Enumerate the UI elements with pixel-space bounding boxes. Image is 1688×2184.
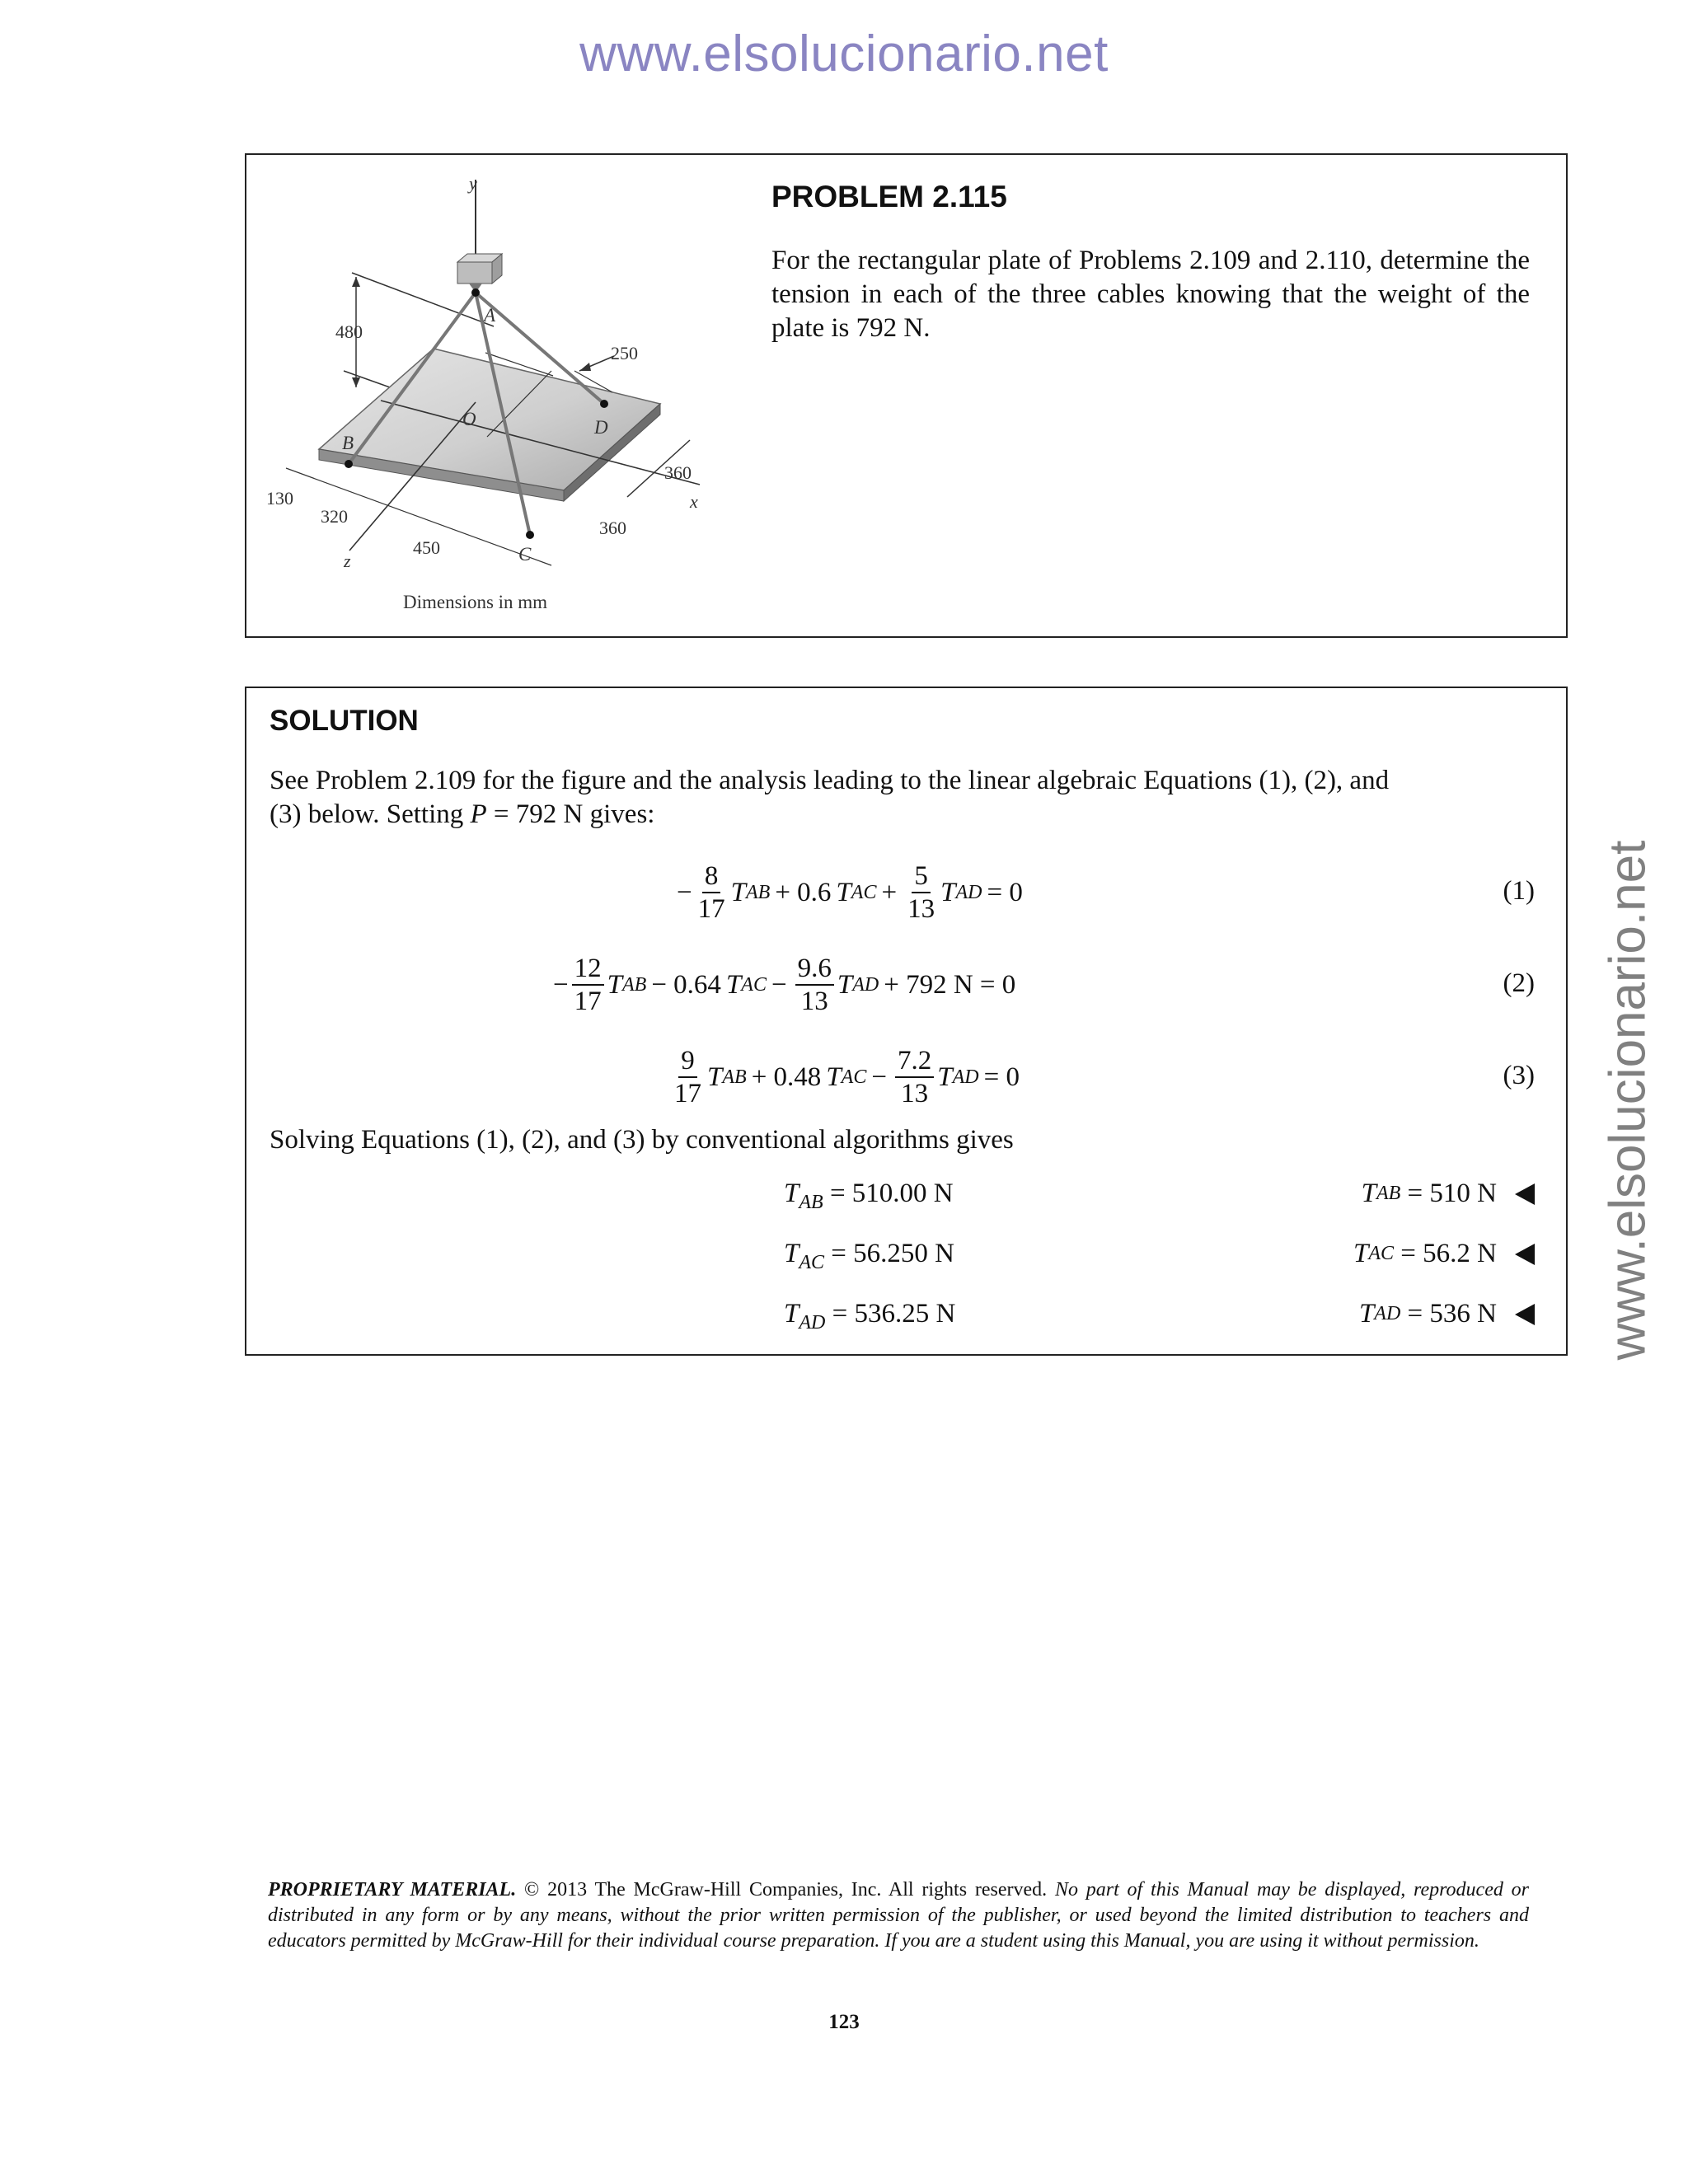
y-axis-label: y <box>469 173 477 194</box>
z-axis-label: z <box>344 551 351 571</box>
copyright-footer: PROPRIETARY MATERIAL. © 2013 The McGraw-Hill Companies, Inc. All rights reserved. No part of this Manual may be displayed, reproduced or distributed in any form or by any means, without the prior written permission of the publisher, or used beyond the limited distribution to teachers and educators permitted by McGraw-Hill for their individual course preparation. If you are a student using this Manual, you are using it without permission. <box>268 1879 1529 1952</box>
solution-title: SOLUTION <box>270 705 419 737</box>
point-a-dot <box>471 288 480 297</box>
point-b-dot <box>345 460 353 468</box>
plate-figure <box>246 155 741 633</box>
page-number: 123 <box>828 2011 860 2033</box>
result-row: $T_{AD} = 536.25$ N T AD = 536 N <box>246 1299 1569 1340</box>
solving-text: Solving Equations (1), (2), and (3) by conventional algorithms gives <box>270 1125 1014 1155</box>
figure-caption: Dimensions in mm <box>403 592 548 612</box>
dim-250: 250 <box>611 343 638 363</box>
support-block <box>457 262 492 284</box>
watermark-side: www.elsolucionario.net <box>1599 840 1657 1361</box>
problem-title: PROBLEM 2.115 <box>771 180 1007 213</box>
equation-2-label: (2) <box>1503 968 1535 998</box>
dim-130: 130 <box>266 488 293 509</box>
answer-arrow-icon <box>1515 1183 1535 1205</box>
dim-360-right: 360 <box>664 462 692 483</box>
dim-320: 320 <box>321 506 348 527</box>
watermark-top: www.elsolucionario.net <box>579 26 1109 82</box>
point-d-dot <box>600 400 608 408</box>
problem-statement: For the rectangular plate of Problems 2.109 and 2.110, determine the tension in each of the three cables knowing that the weight of the plate is 792 N. <box>771 246 1530 343</box>
dim-360-lower: 360 <box>599 518 626 538</box>
equation-1: − $\frac{8}{17}$ T AB + 0.6 T AC + $\frac{5}{13}$ T AD = 0 (1) <box>677 861 1535 924</box>
equation-3: $\frac{9}{17}$ T AB + 0.48 T AC − $\frac{7.2}{13}$ T AD = 0 (3) <box>674 1046 1535 1108</box>
problem-box <box>245 153 1568 638</box>
point-o-label: O <box>462 409 476 429</box>
point-c-dot <box>526 531 534 539</box>
point-b-label: B <box>342 433 354 453</box>
point-d-label: D <box>594 417 608 438</box>
answer-arrow-icon <box>1515 1244 1535 1265</box>
solution-box <box>245 687 1568 1356</box>
solution-intro: See Problem 2.109 for the figure and the analysis leading to the linear algebraic Equations (1), (2), and (3) below. Setting P = 792 N gives: <box>270 766 1390 829</box>
result-row: $T_{AB} = 510.00$ N T AB = 510 N <box>246 1179 1569 1220</box>
equation-2: − $\frac{12}{17}$ T AB − 0.64 T AC − $\frac{9.6}{13}$ T AD + 792 N = 0 (2) <box>553 954 1535 1016</box>
point-c-label: C <box>518 544 532 565</box>
result-row: $T_{AC} = 56.250$ N T AC = 56.2 N <box>246 1239 1569 1280</box>
dim-480: 480 <box>335 321 363 342</box>
point-a-label: A <box>484 305 496 326</box>
equation-3-label: (3) <box>1503 1061 1535 1090</box>
x-axis-label: x <box>690 491 698 512</box>
answer-arrow-icon <box>1515 1304 1535 1325</box>
dim-450: 450 <box>413 537 440 558</box>
plate-top <box>319 349 660 490</box>
equation-1-label: (1) <box>1503 876 1535 906</box>
